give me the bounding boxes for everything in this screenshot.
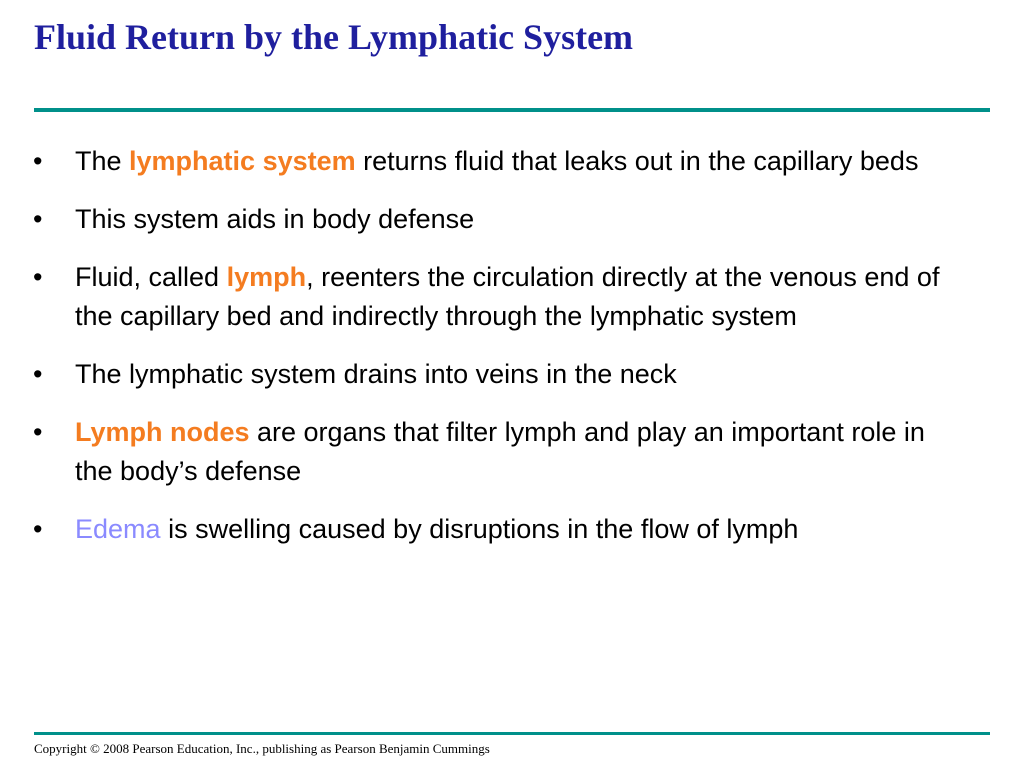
key-term: lymph bbox=[226, 262, 307, 292]
bullet-item bbox=[33, 510, 968, 549]
bullet-icon: • bbox=[33, 262, 43, 292]
key-term-edema: Edema bbox=[75, 514, 161, 544]
bullet-text: Fluid, called bbox=[75, 262, 227, 292]
bullet-text: The bbox=[75, 146, 130, 176]
bullet-text: are organs that filter lymph and play an important role in the body’s defense bbox=[75, 417, 925, 486]
bullet-text: This system aids in body defense bbox=[75, 204, 475, 234]
bullet-icon: • bbox=[33, 417, 43, 447]
bullet-icon: • bbox=[33, 146, 43, 176]
copyright-footer: Copyright © 2008 Pearson Education, Inc., publishing as Pearson Benjamin Cummings bbox=[34, 741, 490, 756]
bullet-text: returns fluid that leaks out in the capillary beds bbox=[355, 146, 919, 176]
key-term: lymphatic system bbox=[129, 146, 356, 176]
bullet-icon: • bbox=[33, 359, 43, 389]
bullet-item bbox=[33, 258, 968, 336]
slide-title: Fluid Return by the Lymphatic System bbox=[34, 17, 634, 57]
bullet-icon: • bbox=[33, 204, 43, 234]
bullet-text: The lymphatic system drains into veins in the neck bbox=[75, 359, 677, 389]
bullet-list bbox=[33, 142, 968, 568]
footer-divider bbox=[34, 732, 990, 735]
bullet-item bbox=[33, 200, 968, 239]
bullet-item bbox=[33, 413, 968, 491]
bullet-icon: • bbox=[33, 514, 43, 544]
bullet-item bbox=[33, 355, 968, 394]
title-divider bbox=[34, 108, 990, 112]
key-term: Lymph nodes bbox=[75, 417, 250, 447]
bullet-text: , reenters the circulation directly at the venous end of the capillary bed and indirectly through the lymphatic system bbox=[75, 262, 940, 331]
bullet-item bbox=[33, 142, 968, 181]
bullet-text: is swelling caused by disruptions in the flow of lymph bbox=[160, 514, 799, 544]
